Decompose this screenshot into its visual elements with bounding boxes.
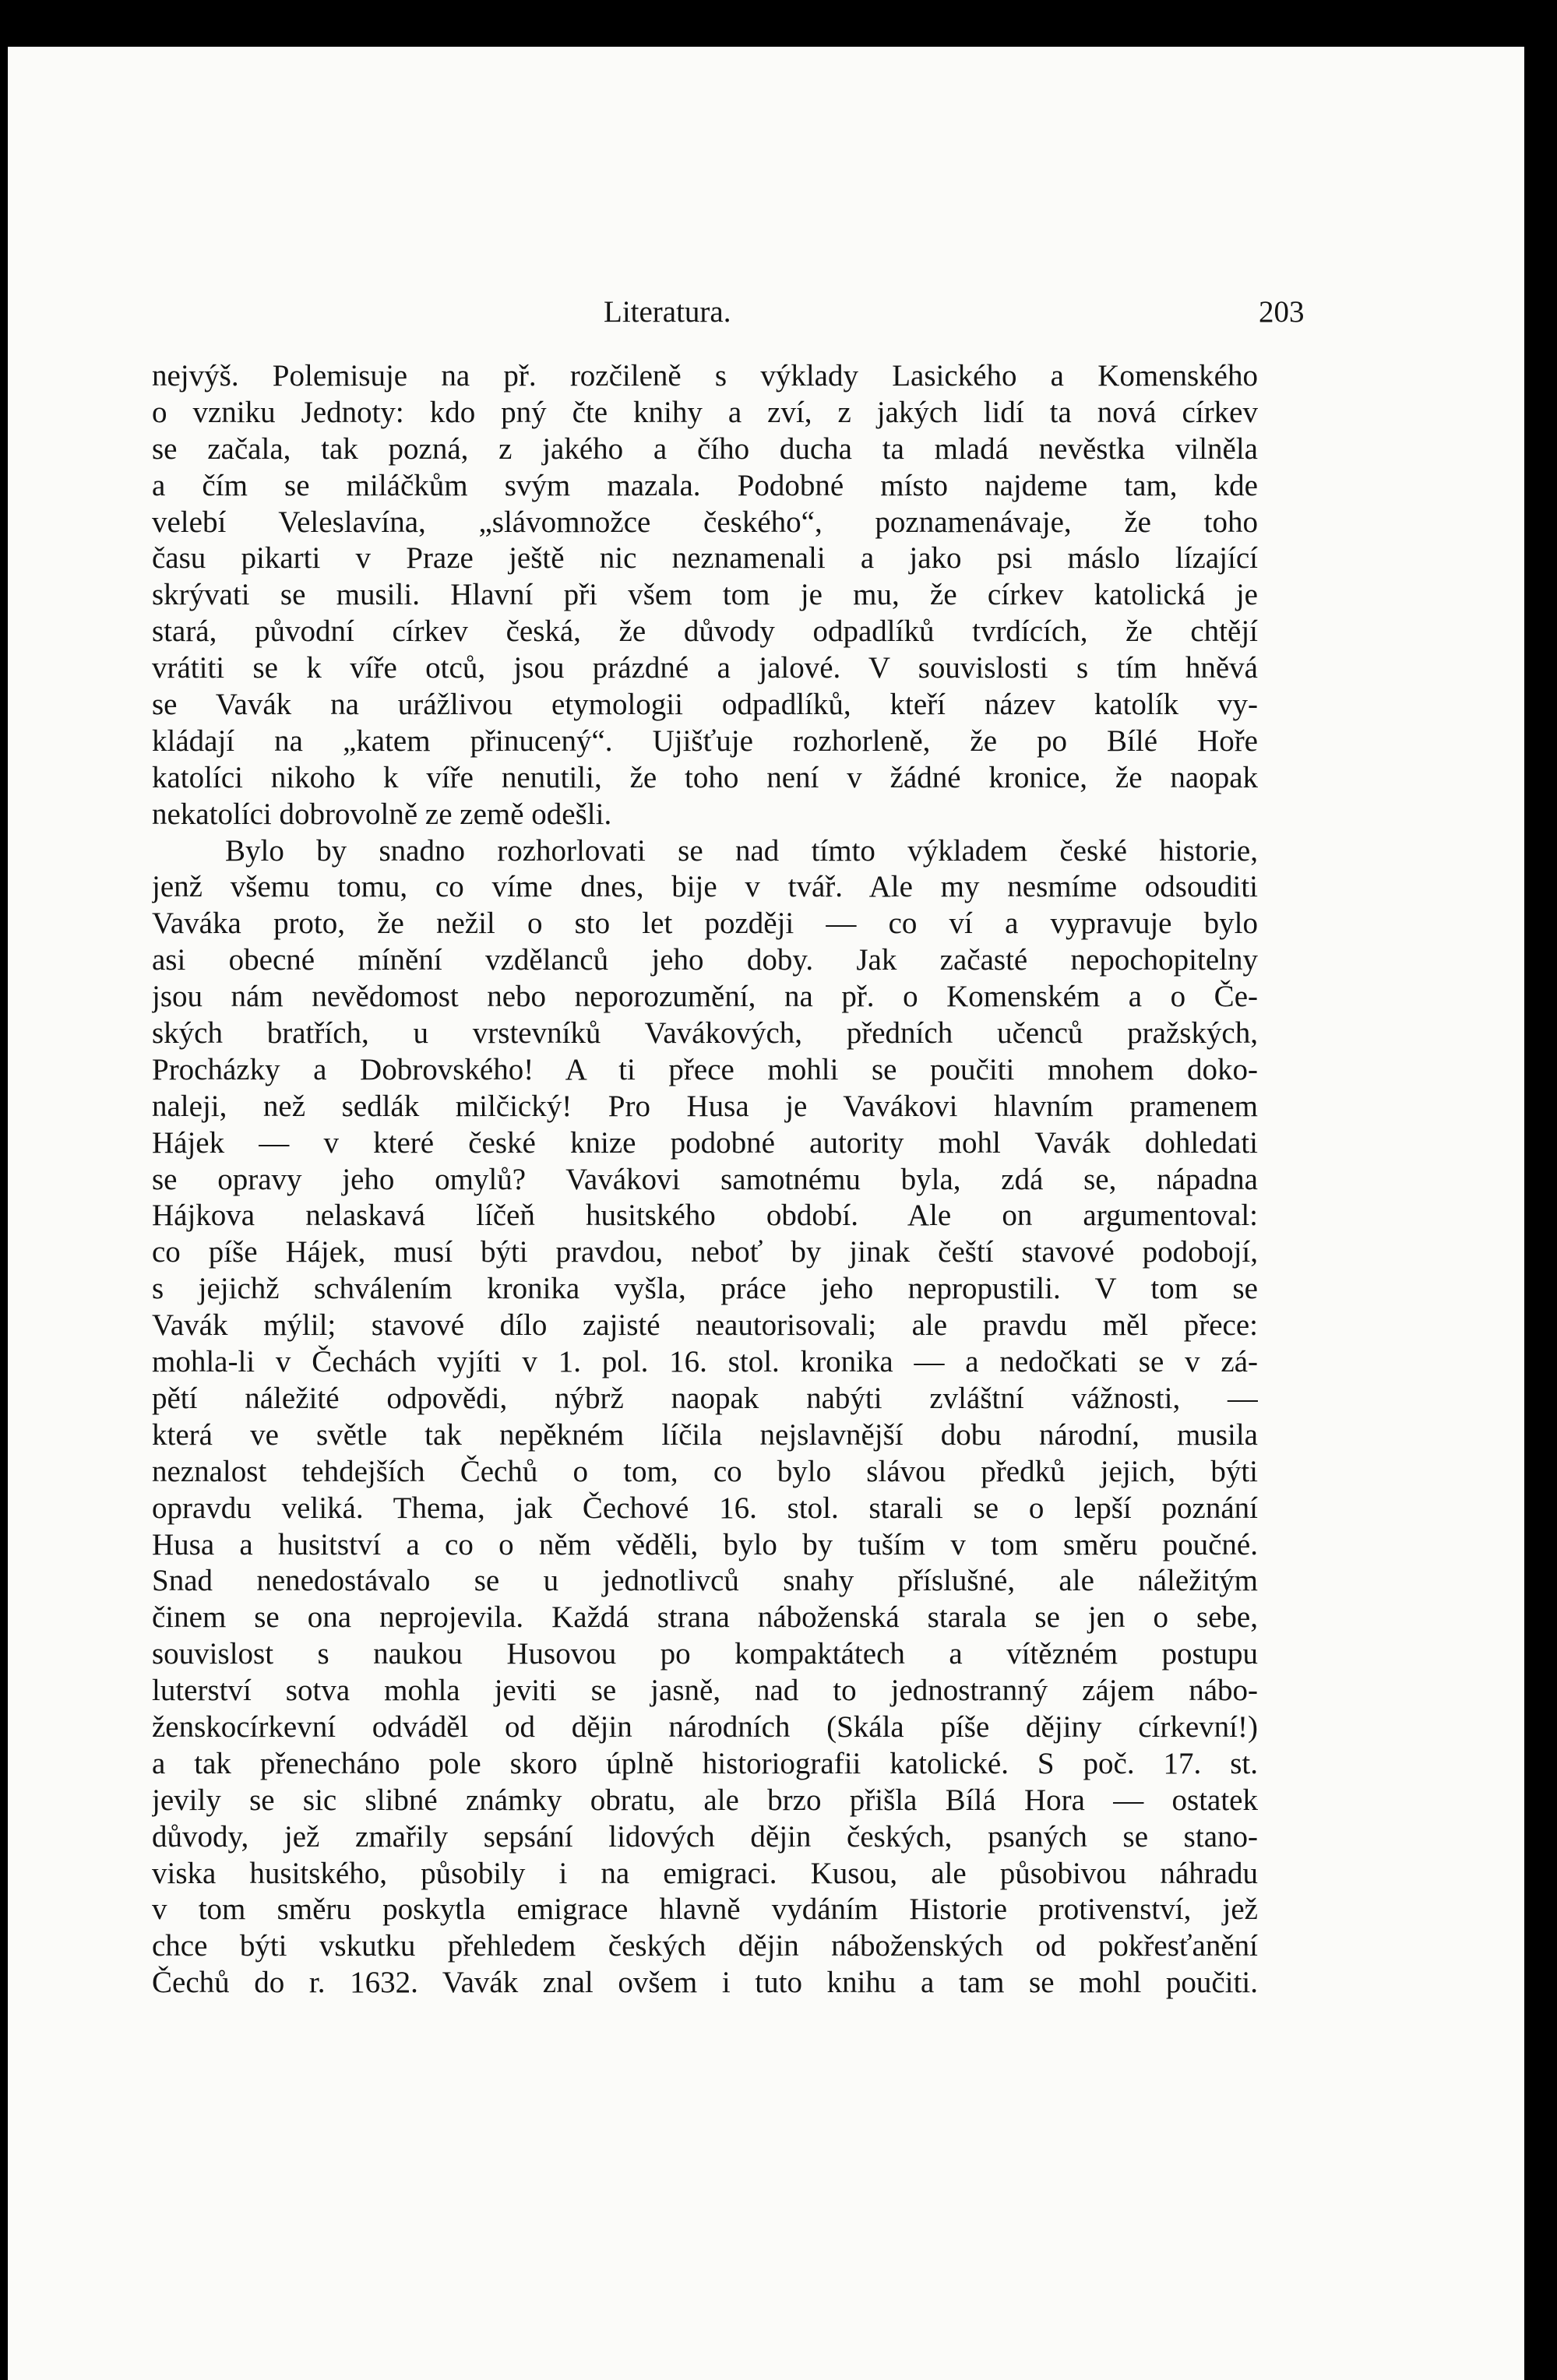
- text-line: viska husitského, působily i na emigraci. Kusou, ale působivou náhradu: [152, 1856, 1258, 1890]
- text-line: času pikarti v Praze ještě nic neznamenali a jako psi máslo lízající: [152, 541, 1258, 576]
- text-line: kládají na „katem přinucený“. Ujišťuje rozhorleně, že po Bílé Hoře: [152, 724, 1258, 758]
- text-line: o vzniku Jednoty: kdo pný čte knihy a zví, z jakých lidí ta nová církev: [152, 395, 1258, 429]
- text-line: velebí Veleslavína, „slávomnožce českého“, poznamenávaje, že toho: [152, 505, 1258, 539]
- text-line: neznalost tehdejších Čechů o tom, co bylo slávou předků jejich, býti: [152, 1454, 1258, 1488]
- text-line: nekatolíci dobrovolně ze země odešli.: [152, 797, 612, 831]
- text-line: ských bratřích, u vrstevníků Vavákových, předních učenců pražských,: [152, 1016, 1258, 1051]
- text-line: naleji, než sedlák milčický! Pro Husa je Vavákovi hlavním pramenem: [152, 1089, 1258, 1123]
- running-head: [8, 294, 1524, 341]
- text-line: jenž všemu tomu, co víme dnes, bije v tvář. Ale my nesmíme odsouditi: [152, 870, 1258, 904]
- text-line: skrývati se musili. Hlavní při všem tom je mu, že církev katolická je: [152, 578, 1258, 612]
- text-line: se opravy jeho omylů? Vavákovi samotnému byla, zdá se, nápadna: [152, 1162, 1258, 1196]
- text-line: Bylo by snadno rozhorlovati se nad tímto výkladem české historie,: [225, 833, 1258, 868]
- text-line: pětí náležité odpovědi, nýbrž naopak nabýti zvláštní vážnosti, —: [152, 1381, 1258, 1415]
- text-line: se Vavák na urážlivou etymologii odpadlíků, kteří název katolík vy-: [152, 688, 1258, 722]
- text-line: Čechů do r. 1632. Vavák znal ovšem i tuto knihu a tam se mohl poučiti.: [152, 1966, 1258, 2000]
- text-line: luterství sotva mohla jeviti se jasně, nad to jednostranný zájem nábo-: [152, 1674, 1258, 1708]
- text-line: Hájkova nelaskavá líčeň husitského období. Ale on argumentoval:: [152, 1199, 1258, 1233]
- text-line: Snad nenedostávalo se u jednotlivců snahy příslušné, ale náležitým: [152, 1564, 1258, 1598]
- text-line: mohla-li v Čechách vyjíti v 1. pol. 16. stol. kronika — a nedočkati se v zá-: [152, 1345, 1258, 1379]
- text-line: Husa a husitství a co o něm věděli, bylo by tuším v tom směru poučné.: [152, 1527, 1258, 1561]
- text-line: Procházky a Dobrovského! A ti přece mohli se poučiti mnohem doko-: [152, 1052, 1258, 1086]
- text-line: s jejichž schválením kronika vyšla, práce jeho nepropustili. V tom se: [152, 1272, 1258, 1306]
- text-line: nejvýš. Polemisuje na př. rozčileně s výklady Lasického a Komenského: [152, 359, 1258, 393]
- text-line: opravdu veliká. Thema, jak Čechové 16. stol. starali se o lepší poznání: [152, 1491, 1258, 1525]
- text-line: Vaváka proto, že nežil o sto let později — co ví a vypravuje bylo: [152, 907, 1258, 941]
- text-line: ženskocírkevní odváděl od dějin národních (Skála píše dějiny církevní!): [152, 1709, 1258, 1744]
- text-line: a čím se miláčkům svým mazala. Podobné místo najdeme tam, kde: [152, 468, 1258, 502]
- text-line: co píše Hájek, musí býti pravdou, neboť by jinak čeští stavové podobojí,: [152, 1235, 1258, 1269]
- text-line: jevily se sic slibné známky obratu, ale brzo přišla Bílá Hora — ostatek: [152, 1783, 1258, 1817]
- text-line: se začala, tak pozná, z jakého a čího ducha ta mladá nevěstka vilněla: [152, 431, 1258, 466]
- text-line: a tak přenecháno pole skoro úplně historiografii katolické. S poč. 17. st.: [152, 1746, 1258, 1780]
- text-line: souvislost s naukou Husovou po kompaktátech a vítězném postupu: [152, 1637, 1258, 1671]
- text-line: katolíci nikoho k víře nenutili, že toho není v žádné kronice, že naopak: [152, 760, 1258, 794]
- text-line: důvody, jež zmařily sepsání lidových dějin českých, psaných se stano-: [152, 1819, 1258, 1854]
- text-line: jsou nám nevědomost nebo neporozumění, na př. o Komenském a o Če-: [152, 980, 1258, 1014]
- text-line: chce býti vskutku přehledem českých dějin náboženských od pokřesťanění: [152, 1929, 1258, 1963]
- text-line: Vavák mýlil; stavové dílo zajisté neautorisovali; ale pravdu měl přece:: [152, 1308, 1258, 1343]
- text-line: asi obecné mínění vzdělanců jeho doby. Jak začasté nepochopitelny: [152, 943, 1258, 977]
- page-number: 203: [1259, 295, 1305, 329]
- text-line: stará, původní církev česká, že důvody odpadlíků tvrdících, že chtějí: [152, 614, 1258, 649]
- paragraph: [152, 358, 1258, 833]
- text-line: činem se ona neprojevila. Každá strana náboženská starala se jen o sebe,: [152, 1600, 1258, 1635]
- paragraph: [152, 833, 1258, 2002]
- text-line: vrátiti se k víře otců, jsou prázdné a jalové. V souvislosti s tím hněvá: [152, 651, 1258, 685]
- body-text: [152, 358, 1258, 2002]
- book-page: [8, 47, 1524, 2380]
- text-line: v tom směru poskytla emigrace hlavně vydáním Historie protivenství, jež: [152, 1892, 1258, 1927]
- running-head-title: Literatura.: [604, 295, 731, 329]
- text-line: která ve světle tak nepěkném líčila nejslavnější dobu národní, musila: [152, 1417, 1258, 1452]
- text-line: Hájek — v které české knize podobné autority mohl Vavák dohledati: [152, 1125, 1258, 1160]
